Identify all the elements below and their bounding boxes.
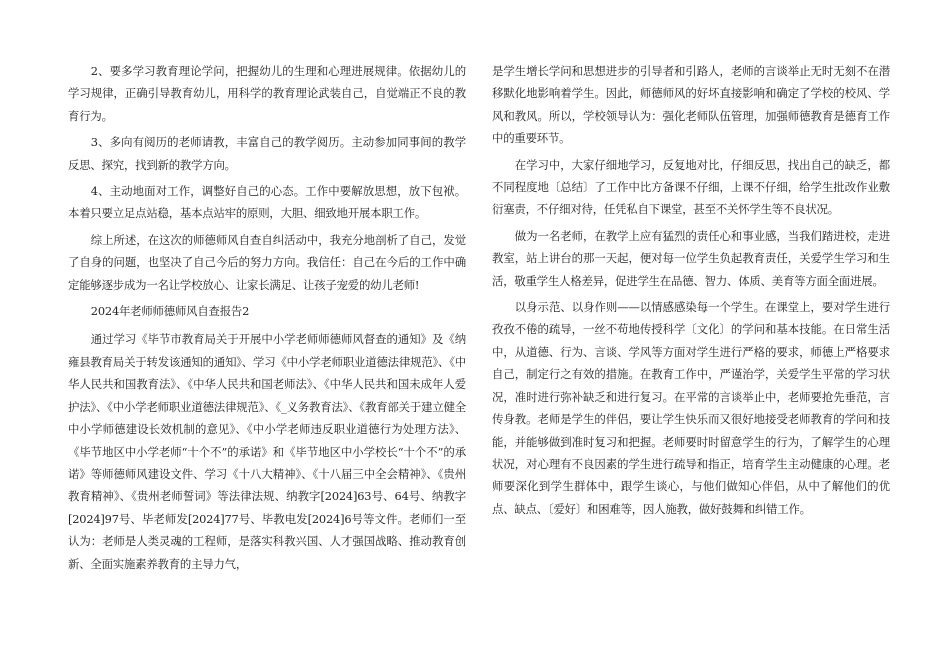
section-heading: 2024年老师师德师风自查报告2 <box>90 304 250 319</box>
paragraph: 通过学习《毕节市教育局关于开展中小学老师师德师风督查的通知》及《纳雍县教育局关于转发该通知的通知》、学习《中小学老师职业道德法律规范》、《中华人民共和国教育法》、《中华人民共和国老师法》、《中华人民共和国未成年人爱护法》、《中小学老师职业道德法律规范》、《_义务教育法》、《教育部关于建立健全中小学师德建设长效机制的意见》、《中小学老师违反职业道德行为处理方法》、《毕节地区中小学老师“十个不”的承诺》和《毕节地区中小学校长“十个不”的承诺》等师德师风建设文件、学习《十八大精神》、《十八届三中全会精神》、《贵州教育精神》、《贵州老师誓词》等法律法规、纳教字[2024]63号、64号、纳教字[2024]97号、毕老师发[2024]77号、毕教电发[2024]6号等文件。老师们一至认为：老师是人类灵魂的工程师，是落实科教兴国、人才强国战略、推动教育创新、全面实施素养教育的主导力气， <box>68 332 466 571</box>
paragraph: 4、主动地面对工作，调整好自己的心态。工作中要解放思想，放下包袱。本着只要立足点站稳，基本点站牢的原则，大胆、细致地开展本职工作。 <box>68 184 466 221</box>
paragraph: 2、要多学习教育理论学问，把握幼儿的生理和心理进展规律。依据幼儿的学习规律，正确引导教育幼儿，用科学的教育理论武装自己，自觉端正不良的教育行为。 <box>68 64 466 123</box>
paragraph: 做为一名老师，在教学上应有猛烈的责任心和事业感，当我们踏进校，走进教室，站上讲台的那一天起，便对每一位学生负起教育责任，关爱学生学习和生活，敬重学生人格差异，促进学生在品德、智力、体质、美育等方面全面进展。 <box>492 228 890 288</box>
paragraph: 以身示范、以身作则——以情感感染每一个学生。在课堂上，要对学生进行孜孜不倦的疏导，一丝不苟地传授科学〔文化〕的学问和基本技能。在日常生活中，从道德、行为、言谈、学风等方面对学生进行严格的要求，师德上严格要求自己，制定行之有效的措施。在教育工作中，严谨治学，关爱学生平常的学习状况，准时进行弥补缺乏和进行复习。在平常的言谈举止中，老师要抢先垂范，言传身教。老师是学生的伴侣，要让学生快乐而又很好地接受老师教育的学问和技能，并能够做到准时复习和把握。老师要时时留意学生的行为，了解学生的心理状况，对心理有不良因素的学生进行疏导和指正，培育学生主动健康的心理。老师要深化到学生群体中，跟学生谈心，与他们做知心伴侣，从中了解他们的优点、缺点、〔爱好〕和困难等，因人施教，做好鼓舞和纠错工作。 <box>492 300 890 516</box>
paragraph: 综上所述，在这次的师德师风自查自纠活动中，我充分地剖析了自己，发觉了自身的问题，也坚决了自己今后的努力方向。我信任：自己在今后的工作中确定能够逐步成为一名让学校放心、让家长满足、让孩子宠爱的幼儿老师! <box>68 232 466 292</box>
right-column <box>492 60 890 524</box>
left-column <box>68 60 466 579</box>
paragraph: 3、多向有阅历的老师请教，丰富自己的教学阅历。主动参加同事间的教学反思、探究，找到新的教学方向。 <box>68 135 466 172</box>
paragraph: 是学生增长学问和思想进步的引导者和引路人，老师的言谈举止无时无刻不在潜移默化地影响着学生。因此，师德师风的好坏直接影响和确定了学校的校风、学风和教风。所以，学校领导认为：强化老师队伍管理，加强师德教育是德育工作中的重要环节。 <box>492 64 890 146</box>
paragraph: 在学习中，大家仔细地学习，反复地对比，仔细反思，找出自己的缺乏，都不同程度地〔总结〕了工作中比方备课不仔细，上课不仔细，给学生批改作业敷衍塞责，不仔细对待，任凭私自下课堂，甚至不关怀学生等不良状况。 <box>492 157 890 217</box>
